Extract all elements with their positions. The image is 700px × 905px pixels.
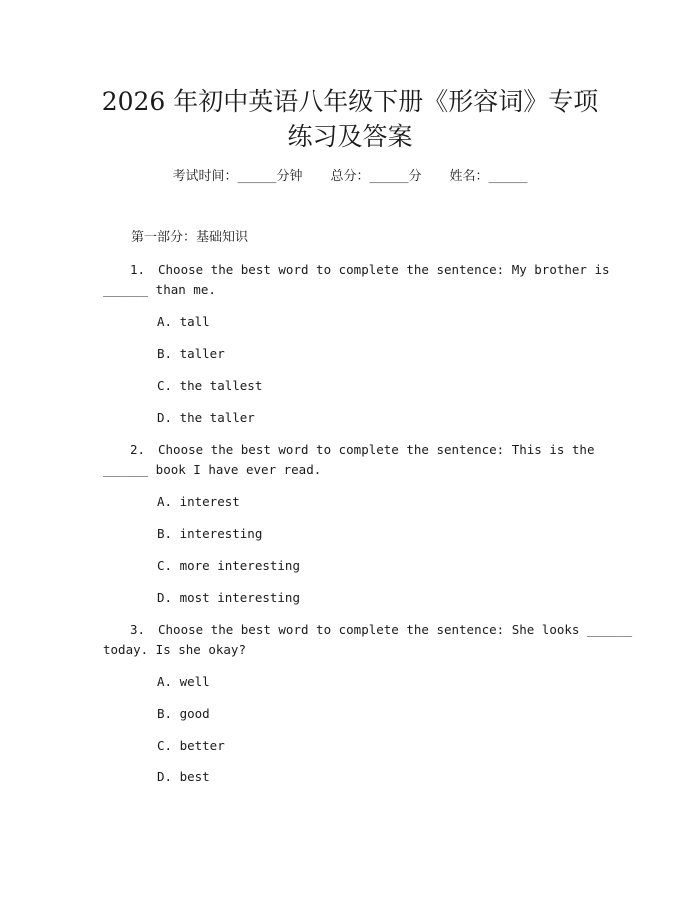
question-number: 3. xyxy=(130,622,146,637)
question-1-option-c: C. the tallest xyxy=(157,378,263,393)
question-3-option-d: D. best xyxy=(157,769,210,784)
question-number: 2. xyxy=(130,442,146,457)
question-1-option-d: D. the taller xyxy=(157,410,255,425)
question-2-option-a: A. interest xyxy=(157,494,240,509)
question-1-option-a: A. tall xyxy=(157,314,210,329)
question-3 xyxy=(103,620,633,660)
question-text-continued: ______ than me. xyxy=(103,282,216,297)
exam-info-line xyxy=(0,168,700,186)
question-number: 1. xyxy=(130,262,146,277)
question-2-option-d: D. most interesting xyxy=(157,590,300,605)
question-2 xyxy=(103,440,603,480)
student-name-field: 姓名：______ xyxy=(449,169,528,184)
page-title-line1: 2026 年初中英语八年级下册《形容词》专项 xyxy=(101,87,599,116)
total-score-field: 总分：______分 xyxy=(330,169,422,184)
question-2-option-c: C. more interesting xyxy=(157,558,300,573)
question-3-option-b: B. good xyxy=(157,706,210,721)
question-text: Choose the best word to complete the sentence: This is the xyxy=(158,442,595,457)
question-2-option-b: B. interesting xyxy=(157,526,263,541)
page-title-line2: 练习及答案 xyxy=(287,122,413,151)
question-3-option-c: C. better xyxy=(157,738,225,753)
page-title xyxy=(60,84,640,154)
question-text-continued: ______ book I have ever read. xyxy=(103,462,322,477)
question-text: Choose the best word to complete the sentence: My brother is xyxy=(158,262,610,277)
question-1 xyxy=(103,260,610,300)
question-text-continued: today. Is she okay? xyxy=(103,642,246,657)
section-heading: 第一部分：基础知识 xyxy=(131,230,249,245)
question-1-option-b: B. taller xyxy=(157,346,225,361)
question-text: Choose the best word to complete the sentence: She looks ______ xyxy=(158,622,633,637)
exam-time-field: 考试时间：______分钟 xyxy=(172,169,303,184)
question-3-option-a: A. well xyxy=(157,674,210,689)
